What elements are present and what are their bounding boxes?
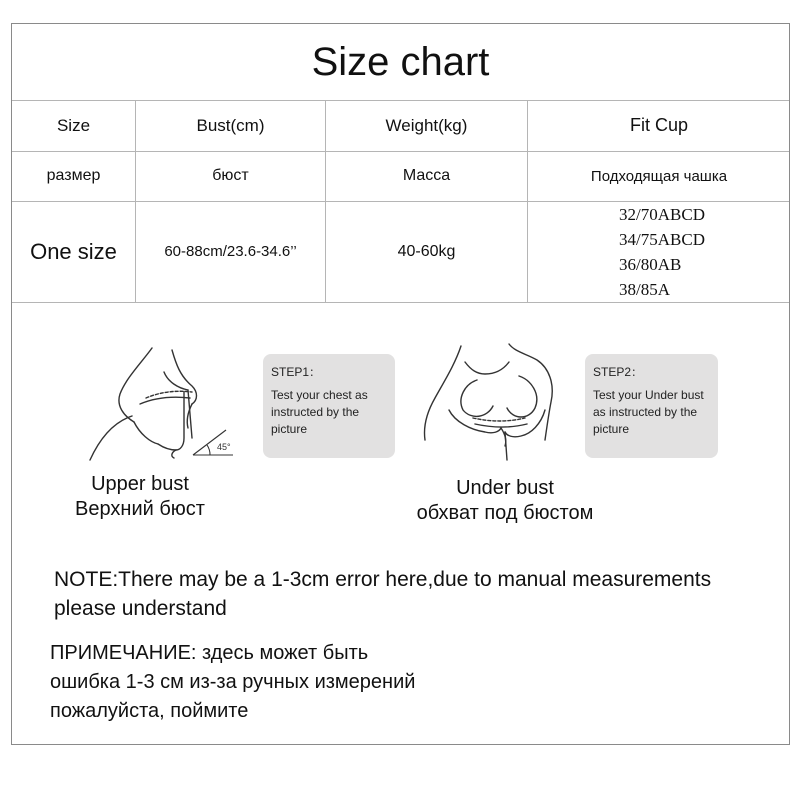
header-weight: Weight(kg) — [326, 100, 528, 151]
header-fit-cup-ru: Подходящая чашка — [590, 167, 728, 185]
step2-heading: STEP2： — [593, 365, 644, 379]
under-bust-caption — [390, 476, 620, 526]
header-weight-ru: Масса — [326, 151, 528, 201]
upper-bust-label-ru: Верхний бюст — [75, 498, 205, 520]
note-russian-line: ПРИМЕЧАНИЕ: здесь может быть — [50, 642, 369, 664]
upper-bust-caption — [40, 472, 240, 522]
note-russian-line: пожалуйста, поймите — [50, 700, 249, 722]
table-header-row — [12, 100, 789, 152]
page-title: Size chart — [12, 24, 789, 101]
header-size: Size — [12, 100, 136, 151]
size-value: One size — [12, 201, 136, 302]
fit-cup-cell — [528, 201, 790, 302]
header-bust: Bust(cm) — [136, 100, 326, 151]
under-bust-illustration — [415, 340, 575, 465]
angle-label: 45° — [217, 442, 231, 452]
header-bust-ru: бюст — [136, 151, 326, 201]
step1-text: Test your chest as instructed by the picture — [271, 388, 368, 436]
table-row — [12, 201, 789, 303]
table-header-row-ru — [12, 151, 789, 202]
fit-cup-item: 36/80AB — [619, 254, 682, 274]
step1-heading: STEP1： — [271, 365, 322, 379]
header-size-ru: размер — [12, 151, 136, 201]
step2-box — [585, 354, 718, 458]
note-english: NOTE:There may be a 1-3cm error here,due to manual measurements please understand — [54, 568, 712, 620]
fit-cup-item: 32/70ABCD — [619, 204, 705, 224]
under-bust-label-ru: обхват под бюстом — [416, 502, 594, 524]
note-russian — [50, 639, 750, 726]
header-fit-cup: Fit Cup — [629, 115, 689, 135]
weight-value: 40-60kg — [326, 201, 528, 302]
fit-cup-item: 38/85A — [619, 279, 671, 299]
fit-cup-list — [613, 202, 705, 302]
bust-value: 60-88cm/23.6-34.6’’ — [136, 201, 326, 302]
note-russian-line: ошибка 1-3 см из-за ручных измерений — [50, 671, 416, 693]
step2-text: Test your Under bust as instructed by the picture — [593, 388, 704, 436]
upper-bust-label-en: Upper bust — [91, 473, 189, 495]
under-bust-label-en: Under bust — [456, 477, 554, 499]
fit-cup-item: 34/75ABCD — [619, 229, 705, 249]
step1-box — [263, 354, 395, 458]
